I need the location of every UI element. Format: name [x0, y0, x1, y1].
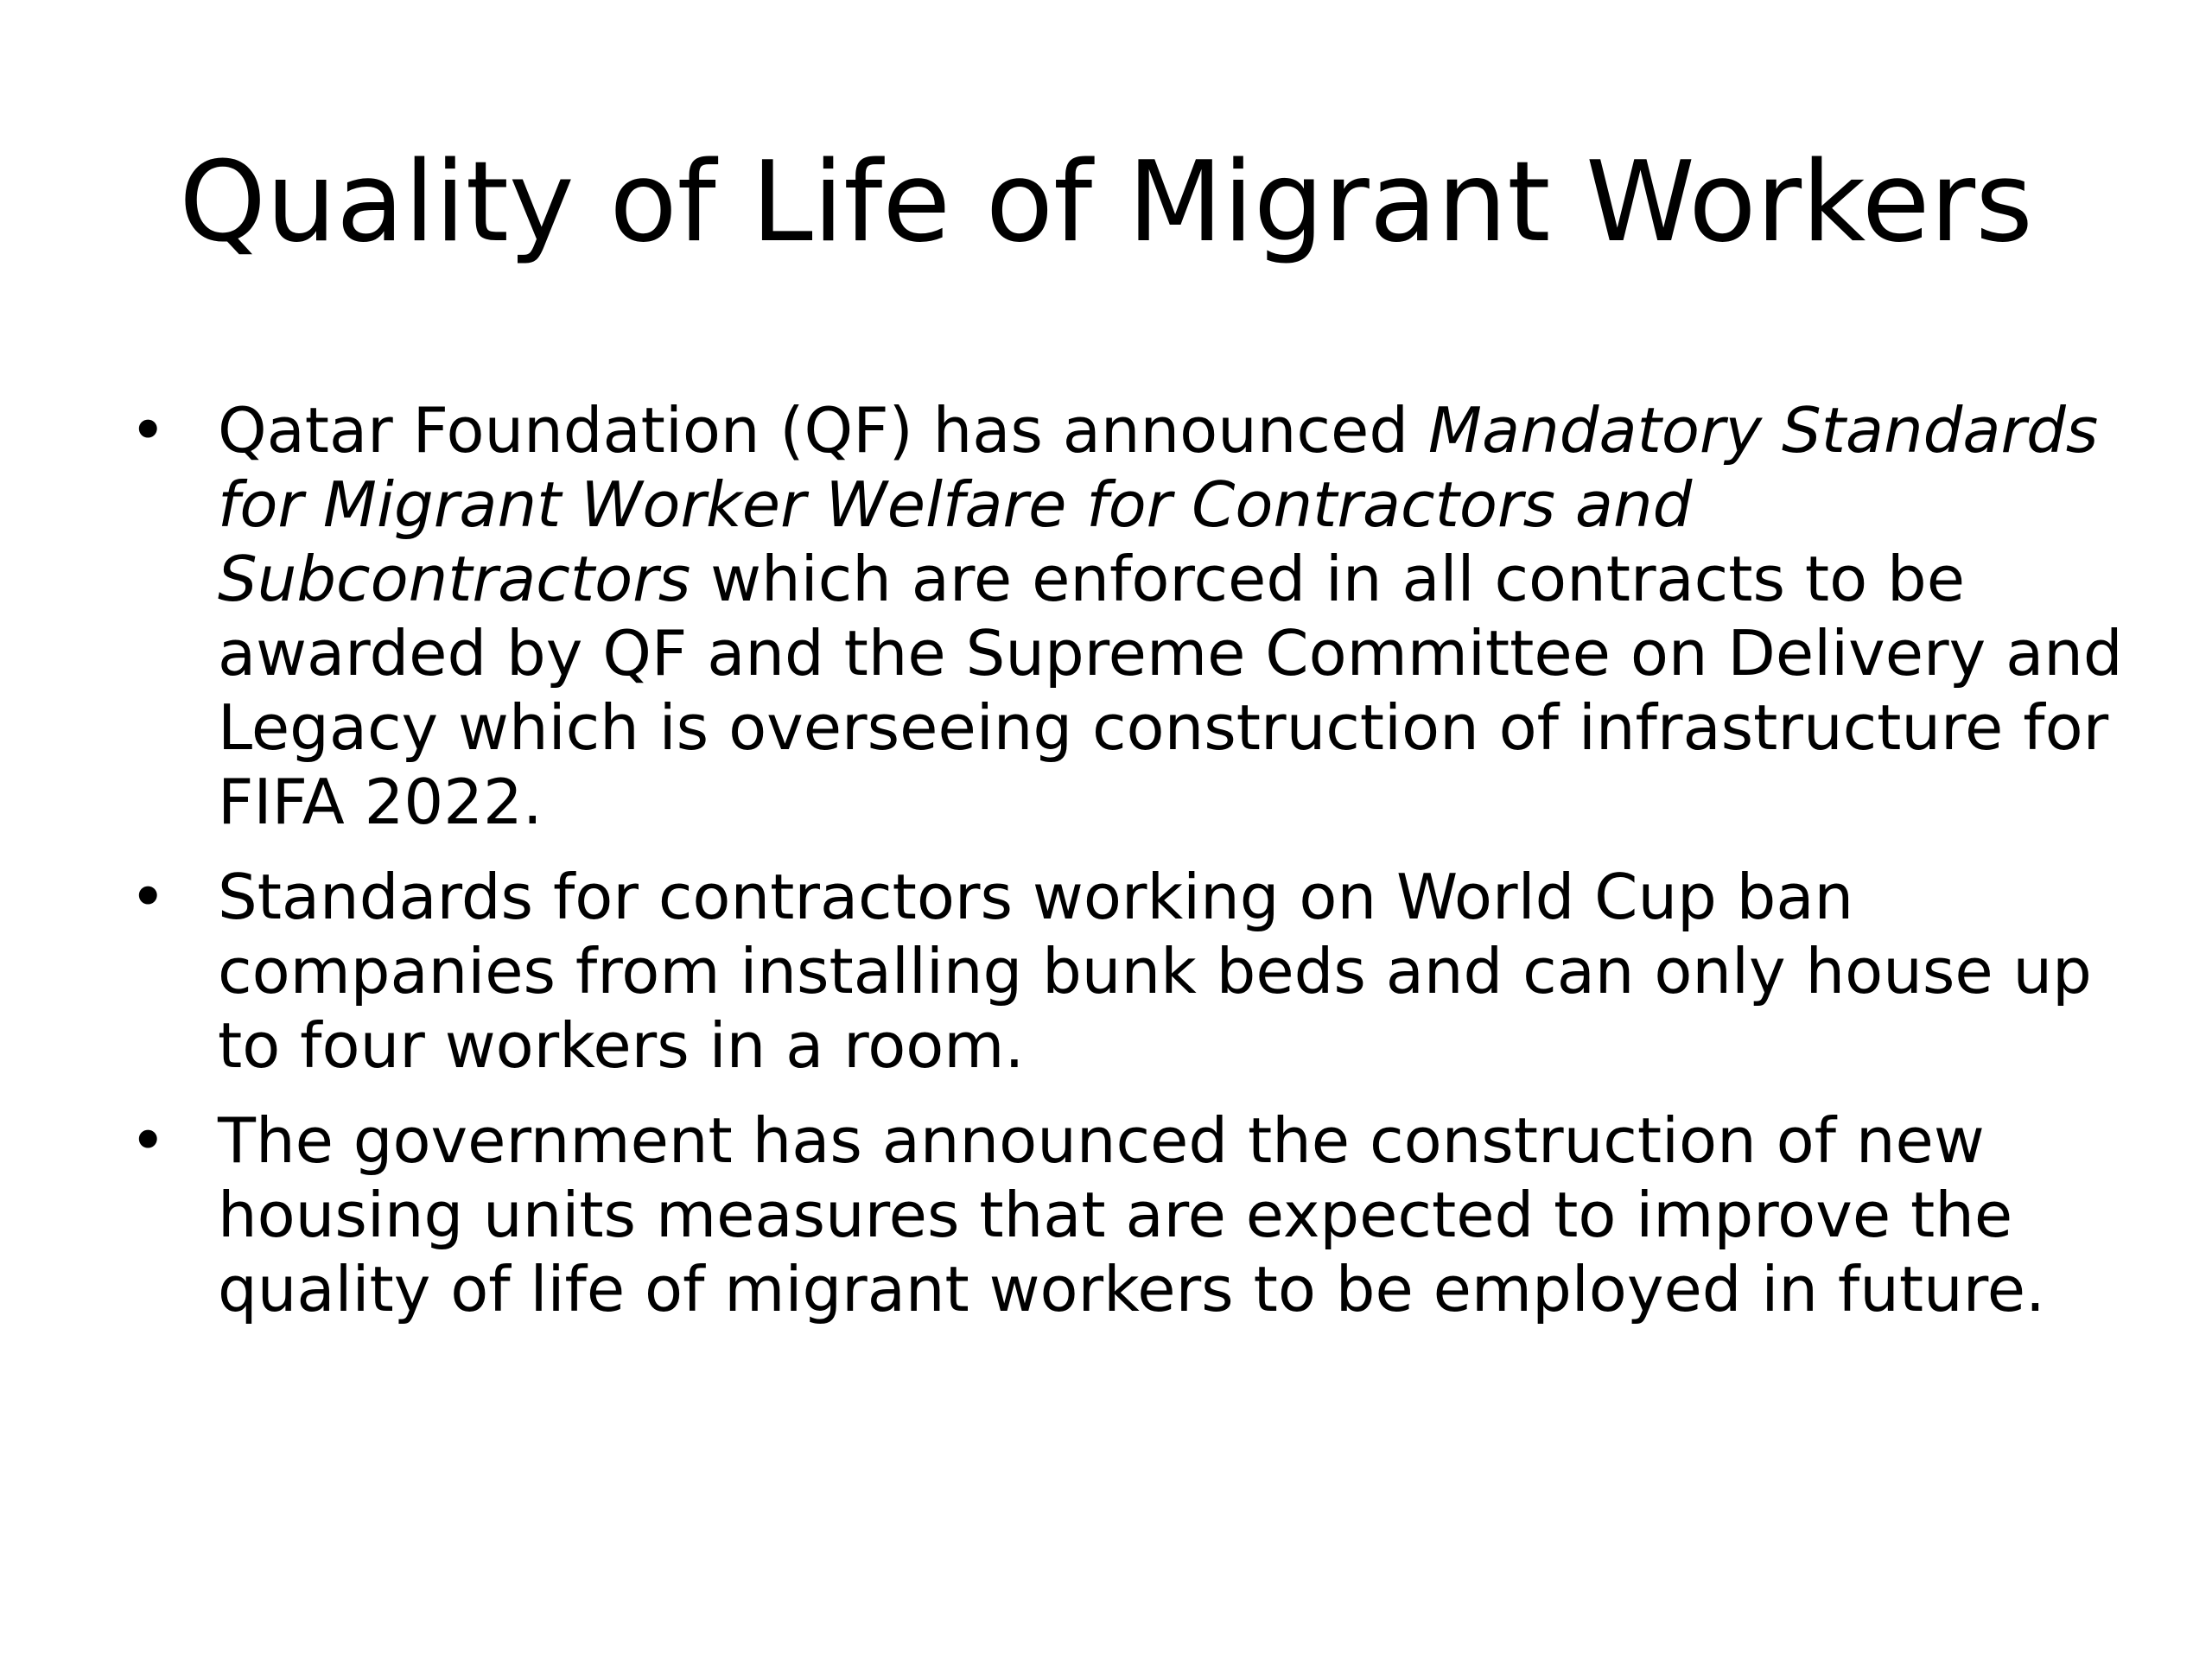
bullet-item-world-cup-standards [130, 860, 2134, 1083]
bullet-text: Standards for contractors working on World Cup ban companies from installing bunk beds and can only house up to four workers in a room. [218, 861, 2092, 1082]
standards-document-title: Mandatory Standards for Migrant Worker Welfare for Contractors and Subcontractors [218, 394, 2099, 615]
bullet-item-government-housing [130, 1103, 2134, 1326]
bullet-item-qf-standards [130, 393, 2134, 839]
bullet-text: The government has announced the construction of new housing units measures that are expected to improve the quality of life of migrant workers to be employed in future. [218, 1104, 2045, 1325]
slide-title: Quality of Life of Migrant Workers [179, 138, 2033, 267]
bullet-list [130, 393, 2134, 1347]
bullet-text-prefix: Qatar Foundation (QF) has announced [218, 394, 1428, 467]
bullet-text [218, 393, 2134, 839]
bullet-text-suffix: which are enforced in all contracts to be awarded by QF and the Supreme Committee on Delivery and Legacy which is overseeing construction of infrastructure for FIFA 2022. [218, 543, 2123, 838]
bullet-icon: • [130, 861, 167, 933]
bullet-icon: • [130, 394, 167, 467]
bullet-icon: • [130, 1104, 167, 1177]
